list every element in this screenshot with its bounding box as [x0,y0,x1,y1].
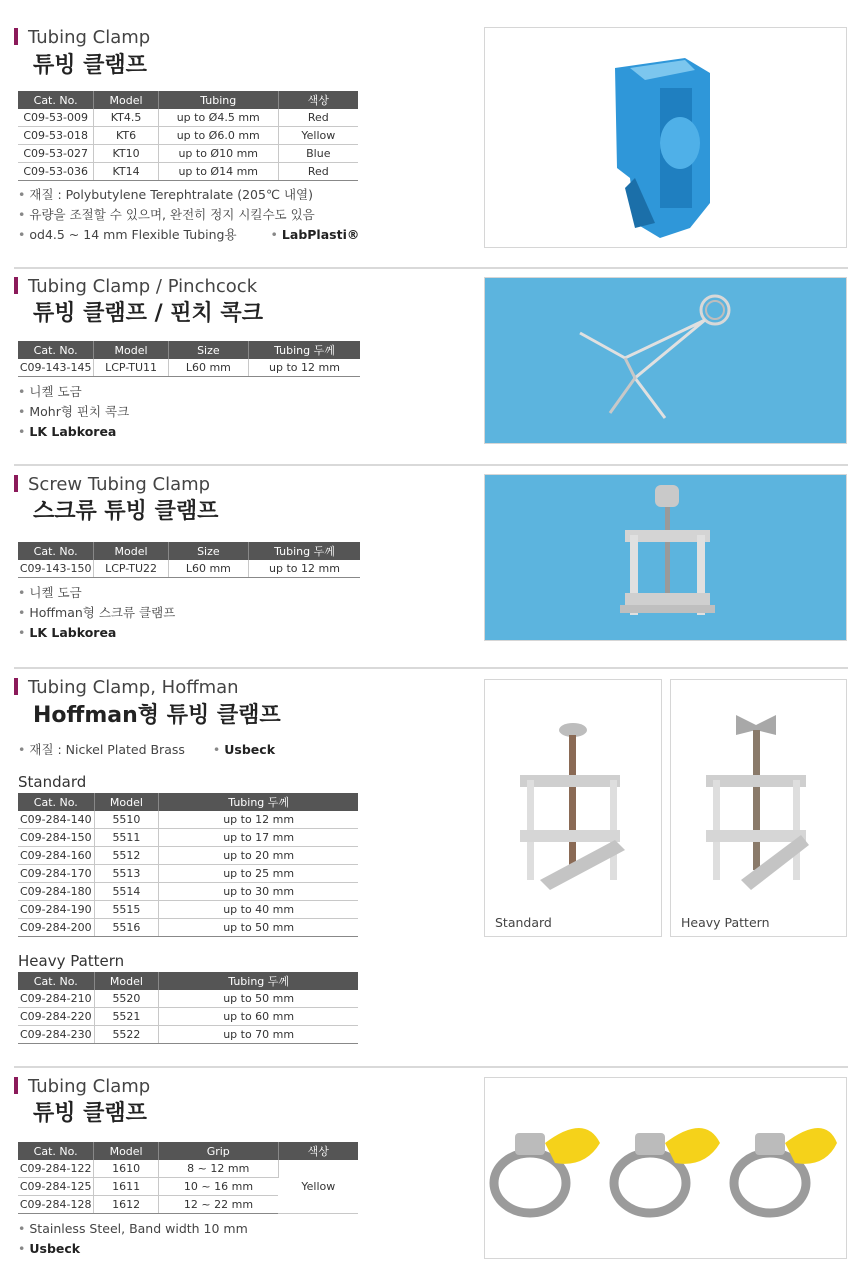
cell: 8 ~ 12 mm [158,1160,278,1178]
col-header: Model [94,972,159,990]
col-header: Cat. No. [18,341,94,359]
photo-caption: Standard [495,915,552,930]
col-header: 색상 [278,91,358,109]
cell: 5512 [94,847,159,865]
cell: up to 17 mm [159,829,358,847]
accent-bar [14,28,18,45]
bullet-item: • Hoffman형 스크류 클램프 [18,605,176,620]
product-photo-hoffman-heavy [670,679,847,937]
section-title-en: Tubing Clamp [14,1076,150,1098]
cell: KT6 [94,127,159,145]
cell: C09-284-170 [18,865,94,883]
brand-label: LabPlasti® [281,227,360,242]
divider [14,667,848,669]
col-header: Size [168,341,248,359]
cell: up to 12 mm [159,811,358,829]
cell: up to 50 mm [159,990,358,1008]
bullet-item: • LK Labkorea [18,424,117,439]
cell: up to Ø10 mm [158,145,278,163]
product-photo-hose-clamps [484,1077,847,1259]
blue-clamp-icon [485,28,846,247]
heavy-pattern-table [18,972,358,1044]
product-photo-pinchcock [484,277,847,444]
cell: C09-284-180 [18,883,94,901]
cell: C09-284-128 [18,1196,94,1214]
heavy-pattern-label: Heavy Pattern [18,952,125,970]
cell: 1610 [94,1160,159,1178]
cell: C09-284-125 [18,1178,94,1196]
cell: 5520 [94,990,159,1008]
photo-caption: Heavy Pattern [681,915,770,930]
accent-bar [14,475,18,492]
bullet-item: • 재질 : Nickel Plated Brass • Usbeck [18,742,276,757]
bullet-item: • 니켈 도금 [18,384,82,399]
hoffman-standard-icon [485,680,661,910]
table-row [18,883,358,901]
col-header: Model [94,793,159,811]
cell: C09-53-036 [18,163,94,181]
cell: C09-284-190 [18,901,94,919]
section-title-ko: 튜빙 클램프 [33,53,147,78]
divider [14,464,848,466]
section-title-ko: 스크류 튜빙 클램프 [33,499,219,524]
accent-bar [14,678,18,695]
cell: up to 12 mm [248,560,360,578]
col-header: Model [94,1142,159,1160]
cell: Red [278,163,358,181]
bullet-item: • 재질 : Polybutylene Terephtralate (205℃ 내열) [18,187,313,202]
product-photo-screw-clamp [484,474,847,641]
cell: C09-284-160 [18,847,94,865]
col-header: Cat. No. [18,793,94,811]
spec-table [18,1142,358,1214]
cell: C09-284-122 [18,1160,94,1178]
col-header: Model [94,542,168,560]
cell: C09-143-150 [18,560,94,578]
cell: C09-284-140 [18,811,94,829]
cell: 5521 [94,1008,159,1026]
color-cell: Yellow [278,1160,358,1214]
cell: C09-284-200 [18,919,94,937]
col-header: Cat. No. [18,91,94,109]
standard-label: Standard [18,773,87,791]
cell: KT10 [94,145,159,163]
cell: LCP-TU22 [94,560,168,578]
accent-bar [14,1077,18,1094]
col-header: Tubing 두께 [248,542,360,560]
hoffman-heavy-icon [671,680,846,910]
cell: 1611 [94,1178,159,1196]
cell: 5514 [94,883,159,901]
cell: L60 mm [168,359,248,377]
table-row [18,901,358,919]
table-row [18,919,358,937]
col-header: Tubing 두께 [159,972,358,990]
cell: Red [278,109,358,127]
brand-label: Usbeck [224,742,276,757]
brand-label: Usbeck [29,1241,81,1256]
product-photo-hoffman-standard [484,679,662,937]
cell: up to Ø6.0 mm [158,127,278,145]
cell: C09-284-230 [18,1026,94,1044]
cell: up to Ø14 mm [158,163,278,181]
accent-bar [14,277,18,294]
table-row [18,847,358,865]
cell: C09-284-220 [18,1008,94,1026]
product-photo-blue-clamp [484,27,847,248]
brand-label: LK Labkorea [29,625,117,640]
cell: 1612 [94,1196,159,1214]
cell: up to 25 mm [159,865,358,883]
table-row [18,359,360,377]
table-row [18,865,358,883]
cell: 5515 [94,901,159,919]
section-title-en: Screw Tubing Clamp [14,474,210,496]
cell: 12 ~ 22 mm [158,1196,278,1214]
hose-clamps-icon [485,1078,846,1258]
col-header: Size [168,542,248,560]
cell: up to 12 mm [248,359,360,377]
spec-table [18,542,360,578]
table-row [18,109,358,127]
col-header: Cat. No. [18,972,94,990]
cell: C09-284-210 [18,990,94,1008]
table-row [18,1026,358,1044]
table-row [18,163,358,181]
screw-clamp-icon [485,475,846,640]
section-title-en: Tubing Clamp, Hoffman [14,677,239,699]
table-row [18,1160,358,1178]
section-title-ko: 튜빙 클램프 [33,1101,147,1126]
cell: up to 70 mm [159,1026,358,1044]
col-header: Tubing 두께 [248,341,360,359]
table-row [18,990,358,1008]
bullet-item: • od4.5 ~ 14 mm Flexible Tubing용 • LabPlasti® [18,227,360,242]
col-header: Cat. No. [18,1142,94,1160]
cell: L60 mm [168,560,248,578]
brand-label: LK Labkorea [29,424,117,439]
cell: LCP-TU11 [94,359,168,377]
cell: 5513 [94,865,159,883]
cell: Blue [278,145,358,163]
cell: 5510 [94,811,159,829]
col-header: Grip [158,1142,278,1160]
section-title-en: Tubing Clamp / Pinchcock [14,276,257,298]
cell: C09-284-150 [18,829,94,847]
cell: C09-53-027 [18,145,94,163]
col-header: Cat. No. [18,542,94,560]
bullet-item: • LK Labkorea [18,625,117,640]
cell: C09-143-145 [18,359,94,377]
section-title-ko: Hoffman형 튜빙 클램프 [33,703,281,728]
cell: up to Ø4.5 mm [158,109,278,127]
bullet-item: • Stainless Steel, Band width 10 mm [18,1221,248,1236]
table-row [18,145,358,163]
cell: Yellow [278,127,358,145]
table-row [18,811,358,829]
cell: up to 20 mm [159,847,358,865]
cell: KT14 [94,163,159,181]
col-header: Tubing [158,91,278,109]
cell: KT4.5 [94,109,159,127]
cell: up to 60 mm [159,1008,358,1026]
col-header: Model [94,341,168,359]
section-title-ko: 튜빙 클램프 / 핀치 콕크 [33,301,263,326]
divider [14,267,848,269]
table-row [18,560,360,578]
cell: 5522 [94,1026,159,1044]
bullet-list [18,583,175,643]
spec-table [18,341,360,377]
spec-table [18,91,358,181]
bullet-item: • 유량을 조절할 수 있으며, 완전히 정지 시킬수도 있음 [18,207,315,222]
standard-table [18,793,358,937]
bullet-list [18,740,275,760]
bullet-list [18,185,359,245]
bullet-item: • 니켈 도금 [18,585,82,600]
col-header: Model [94,91,159,109]
cell: up to 30 mm [159,883,358,901]
col-header: Tubing 두께 [159,793,358,811]
divider [14,1066,848,1068]
cell: 10 ~ 16 mm [158,1178,278,1196]
cell: 5516 [94,919,159,937]
bullet-list [18,1219,248,1259]
cell: C09-53-018 [18,127,94,145]
cell: up to 40 mm [159,901,358,919]
bullet-list [18,382,129,442]
table-row [18,127,358,145]
bullet-item: • Usbeck [18,1241,81,1256]
cell: C09-53-009 [18,109,94,127]
cell: up to 50 mm [159,919,358,937]
table-row [18,1008,358,1026]
pinchcock-icon [485,278,846,443]
col-header: 색상 [278,1142,358,1160]
bullet-item: • Mohr형 핀치 콕크 [18,404,130,419]
table-row [18,829,358,847]
section-title-en: Tubing Clamp [14,27,150,49]
cell: 5511 [94,829,159,847]
